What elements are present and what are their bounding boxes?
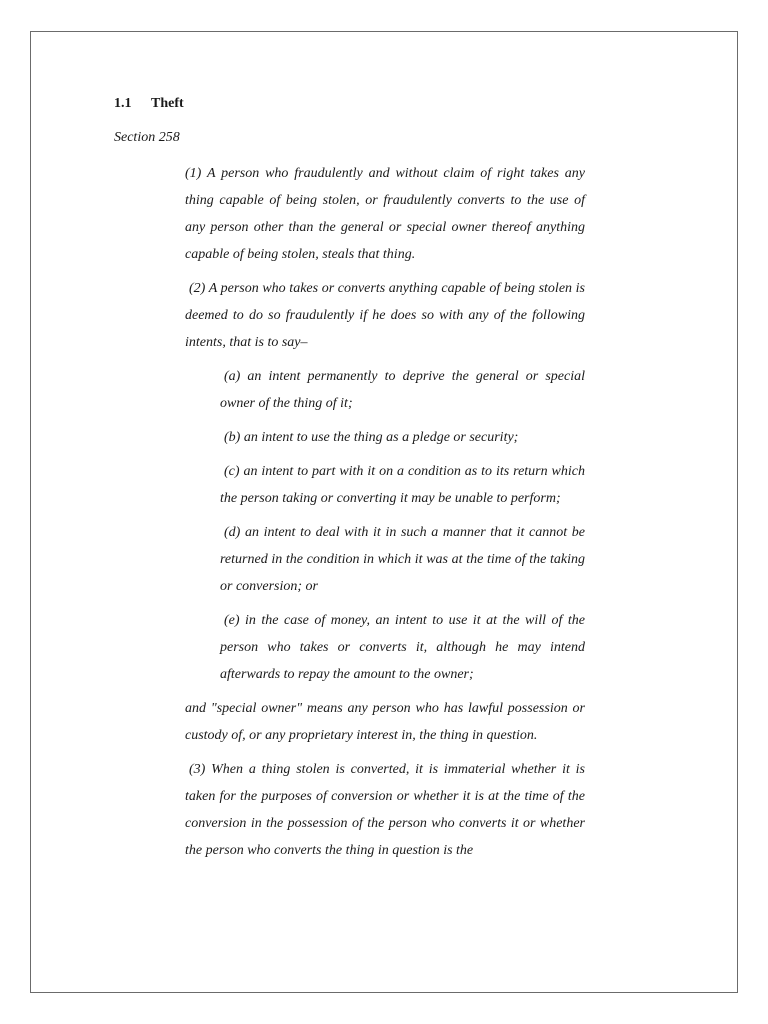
document-page	[30, 31, 738, 993]
intent-c: (c) an intent to part with it on a condition as to its return which the person taking or converting it may be unable to perform;	[220, 464, 585, 506]
subsection-1: (1) A person who fraudulently and without claim of right takes any thing capable of being stolen, or fraudulently converts to the use of any person other than the general or special owner thereof anything capable of being stolen, steals that thing.	[185, 166, 585, 262]
intent-e: (e) in the case of money, an intent to use it at the will of the person who takes or converts it, although he may intend afterwards to repay the amount to the owner;	[220, 613, 585, 682]
subsection-2: (2) A person who takes or converts anything capable of being stolen is deemed to do so fraudulently if he does so with any of the following intents, that is to say–	[185, 281, 585, 350]
subsection-3: (3) When a thing stolen is converted, it is immaterial whether it is taken for the purposes of conversion or whether it is at the time of the conversion in the possession of the person who converts it or whether the person who converts the thing in question is the	[185, 762, 585, 858]
intent-d: (d) an intent to deal with it in such a manner that it cannot be returned in the condition in which it was at the time of the taking or conversion; or	[220, 525, 585, 594]
special-owner-definition: and "special owner" means any person who has lawful possession or custody of, or any proprietary interest in, the thing in question.	[185, 701, 585, 743]
heading-title: Theft	[151, 96, 184, 111]
statute-body	[185, 160, 585, 871]
intent-a: (a) an intent permanently to deprive the general or special owner of the thing of it;	[220, 369, 585, 411]
heading-number: 1.1	[114, 96, 132, 111]
section-label: Section 258	[114, 130, 180, 145]
intent-b: (b) an intent to use the thing as a pledge or security;	[224, 430, 519, 445]
section-heading	[114, 95, 184, 113]
